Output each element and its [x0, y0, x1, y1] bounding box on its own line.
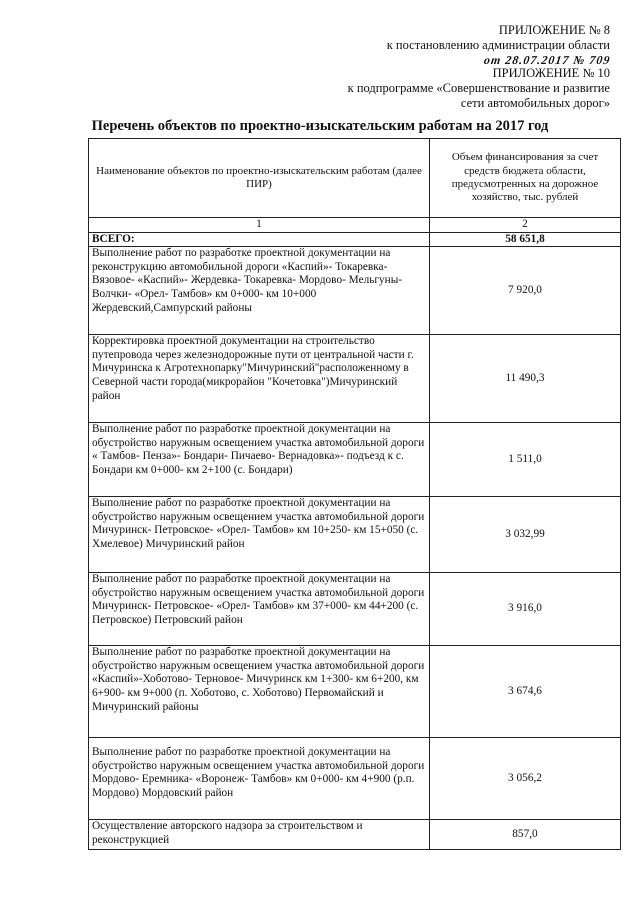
funding-value: 857,0	[430, 820, 621, 850]
column-number-1: 1	[89, 218, 430, 233]
object-name: Выполнение работ по разработке проектной документации на реконструкцию автомобильной дороги «Каспий»- Токаревка- Вязовое- «Каспий»- Жердевка- Токаревка- Мордово- Мельгуны- Волчки- «Орел- Тамбов» км 0+000- км 10+000 Жердевский,Сампурский районы	[89, 247, 430, 335]
appendix-10-line-2: сети автомобильных дорог»	[460, 96, 610, 110]
objects-table	[88, 138, 621, 850]
total-value: 58 651,8	[430, 232, 621, 247]
funding-value: 7 920,0	[430, 247, 621, 335]
column-number-2: 2	[430, 218, 621, 233]
object-name: Выполнение работ по разработке проектной документации на обустройство наружным освещением участка автомобильной дороги Мичуринск- Петровское- «Орел- Тамбов» км 37+000- км 44+200 (с. Петровское) Петровский район	[89, 573, 430, 646]
header-funding: Объем финансирования за счет средств бюджета области, предусмотренных на дорожное хозяйство, тыс. рублей	[430, 139, 621, 218]
object-name: Выполнение работ по разработке проектной документации на обустройство наружным освещением участка автомобильной дороги Мичуринск- Петровское- «Орел- Тамбов» км 10+250- км 15+050 (с. Хмелевое) Мичуринский район	[89, 497, 430, 573]
appendix-8-decree-line: к постановлению администрации области	[386, 38, 610, 52]
header-object-name: Наименование объектов по проектно-изыскательским работам (далее ПИР)	[89, 139, 430, 218]
funding-value: 1 511,0	[430, 423, 621, 497]
appendix-10-title: ПРИЛОЖЕНИЕ № 10	[492, 66, 610, 80]
table-row	[89, 497, 621, 573]
table-row	[89, 646, 621, 738]
funding-value: 3 674,6	[430, 646, 621, 738]
funding-value: 3 916,0	[430, 573, 621, 646]
table-row	[89, 820, 621, 850]
appendix-10-block	[348, 66, 610, 111]
object-name: Выполнение работ по разработке проектной документации на обустройство наружным освещением участка автомобильной дороги Мордово- Еремника- «Воронеж- Тамбов» км 0+000- км 4+900 (р.п. Мордово) Мордовский район	[89, 738, 430, 820]
table-row	[89, 247, 621, 335]
object-name: Выполнение работ по разработке проектной документации на обустройство наружным освещением участка автомобильной дороги «Каспий»-Хоботово- Терновое- Мичуринск км 1+300- км 6+200, км 6+900- км 9+000 (п. Хоботово, с. Хоботово) Первомайский и Мичуринский районы	[89, 646, 430, 738]
funding-value: 11 490,3	[430, 335, 621, 423]
table-row	[89, 335, 621, 423]
appendix-10-line-1: к подпрограмме «Совершенствование и развитие	[347, 81, 610, 95]
total-row	[89, 232, 621, 247]
table-row	[89, 423, 621, 497]
funding-value: 3 056,2	[430, 738, 621, 820]
object-name: Корректировка проектной документации на строительство путепровода через железнодорожные пути от центральной части г. Мичуринска к Агротехнопарку"Мичуринский"расположенному в Северной части города(микрорайон "Кочетовка")Мичуринский район	[89, 335, 430, 423]
funding-value: 3 032,99	[430, 497, 621, 573]
total-label: ВСЕГО:	[89, 232, 430, 247]
object-name: Выполнение работ по разработке проектной документации на обустройство наружным освещением участка автомобильной дороги « Тамбов- Пенза»- Бондари- Пичаево- Вернадовка»- подъезд к с. Бондари км 0+000- км 2+100 (с. Бондари)	[89, 423, 430, 497]
appendix-8-block	[387, 23, 610, 68]
column-number-row	[89, 218, 621, 233]
object-name: Осуществление авторского надзора за строительством и реконструкцией	[89, 820, 430, 850]
table-header-row	[89, 139, 621, 218]
table-row	[89, 738, 621, 820]
document-title: Перечень объектов по проектно-изыскательским работам на 2017 год	[91, 118, 549, 134]
table-row	[89, 573, 621, 646]
handwritten-date-number: от 28.07.2017 № 709	[482, 53, 612, 67]
appendix-8-title: ПРИЛОЖЕНИЕ № 8	[498, 23, 610, 37]
